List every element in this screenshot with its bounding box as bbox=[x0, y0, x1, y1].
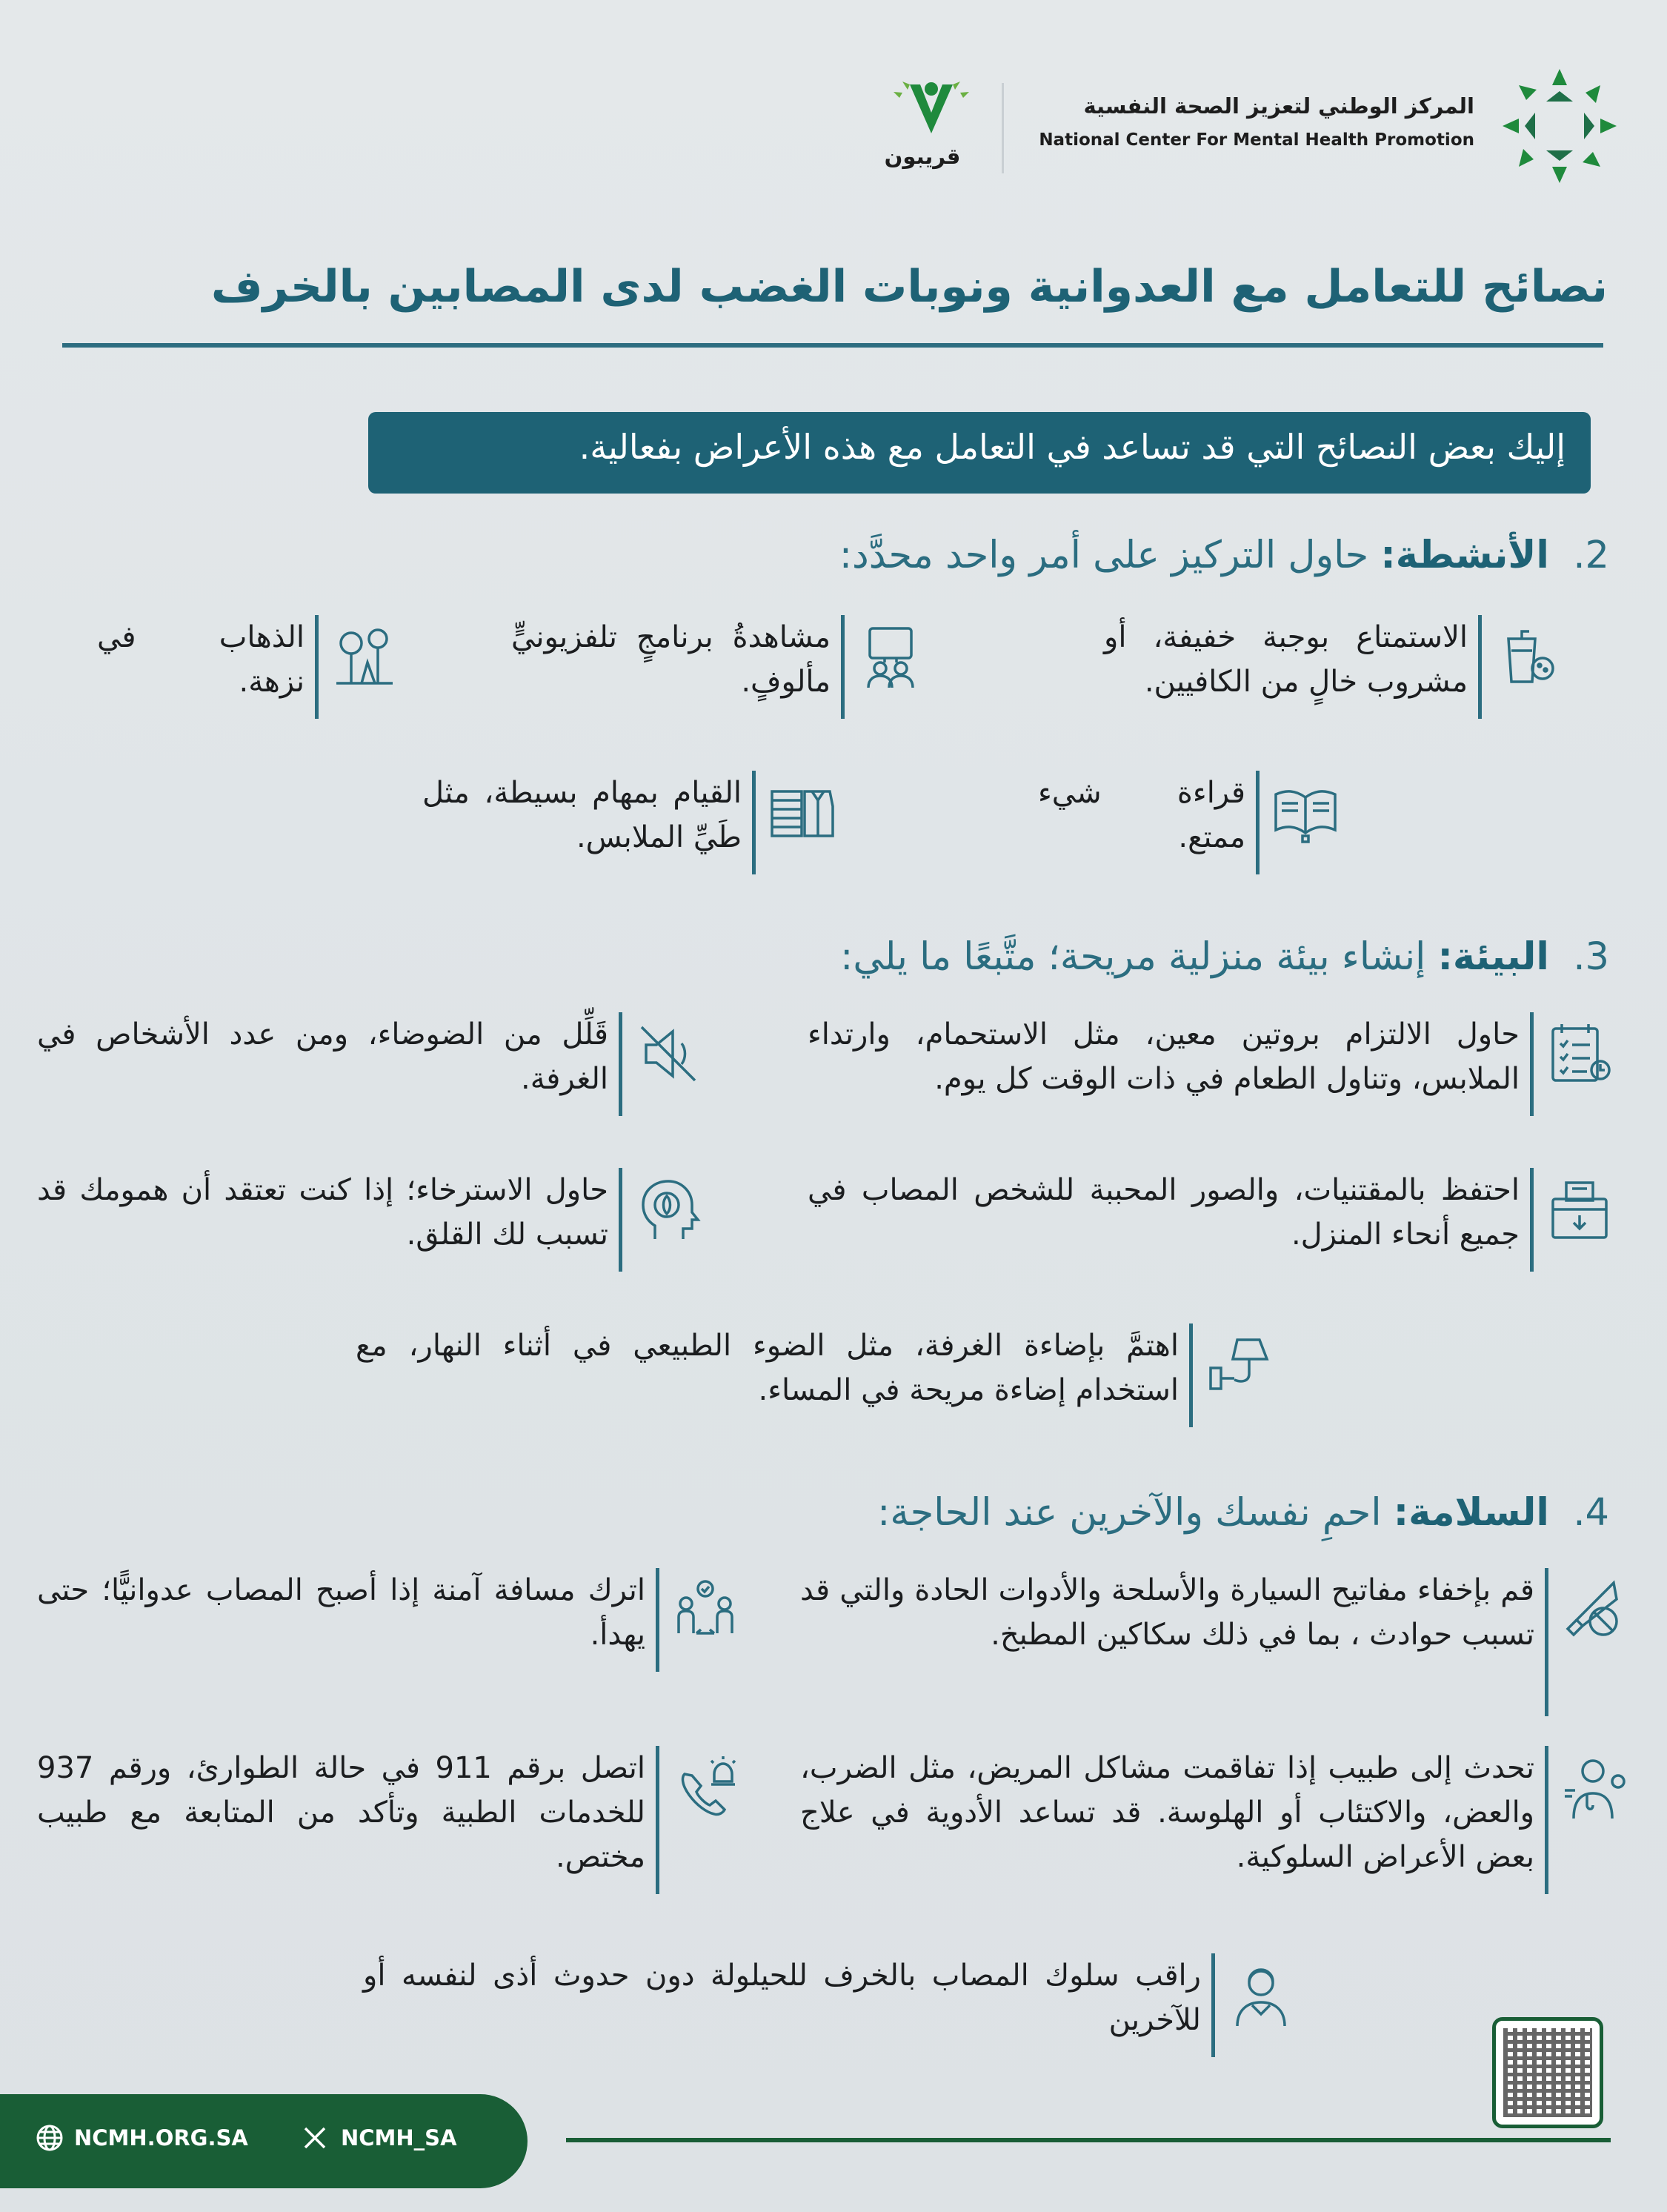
list-item: مشاهدةُ برنامجٍ تلفزيونيٍّ مألوفٍ. bbox=[511, 615, 926, 719]
footer-rule bbox=[566, 2138, 1611, 2142]
doctor-icon bbox=[1559, 1752, 1630, 1823]
list-item: القيام بمهام بسيطة، مثل طَيِّ الملابس. bbox=[422, 771, 837, 874]
list-item: حاول الاسترخاء؛ إذا كنت تعتقد أن همومك قد تسبب لك القلق. bbox=[37, 1168, 704, 1272]
list-item: اهتمَّ بإضاءة الغرفة، مثل الضوء الطبيعي في أثناء النهار، مع استخدام إضاءة مريحة في المساء. bbox=[356, 1323, 1274, 1427]
x-logo-icon bbox=[302, 2125, 327, 2150]
website-link[interactable]: NCMH.ORG.SA bbox=[74, 2125, 248, 2150]
section-number: 2. bbox=[1573, 534, 1609, 577]
page-title: نصائح للتعامل مع العدوانية ونوبات الغضب لدى المصابين بالخرف bbox=[210, 261, 1608, 313]
section-label: الأنشطة: bbox=[1380, 534, 1549, 577]
section-number: 3. bbox=[1573, 935, 1609, 979]
routine-checklist-icon bbox=[1544, 1018, 1615, 1089]
list-item: اترك مسافة آمنة إذا أصبح المصاب عدوانيًّا؛ حتى يهدأ. bbox=[37, 1568, 741, 1672]
list-item: قَلِّل من الضوضاء، ومن عدد الأشخاص في الغرفة. bbox=[37, 1012, 704, 1116]
list-item: راقب سلوك المصاب بالخرف للحيلولة دون حدوث أذى لنفسه أو للآخرين bbox=[363, 1953, 1297, 2057]
org-name-english: National Center For Mental Health Promotion bbox=[1039, 130, 1474, 150]
list-item: الذهاب في نزهة. bbox=[89, 615, 400, 719]
section-heading-safety bbox=[877, 1491, 1609, 1535]
social-handle-link[interactable]: NCMH_SA bbox=[341, 2125, 457, 2150]
intro-banner: إليك بعض النصائح التي قد تساعد في التعامل مع هذه الأعراض بفعالية. bbox=[368, 412, 1591, 494]
list-item: قراءة شيء ممتع. bbox=[926, 771, 1341, 874]
section-heading-text: احمِ نفسك والآخرين عند الحاجة: bbox=[877, 1491, 1382, 1535]
globe-icon bbox=[36, 2124, 64, 2152]
section-label: السلامة: bbox=[1393, 1491, 1549, 1535]
title-underline bbox=[62, 343, 1603, 348]
qr-code[interactable] bbox=[1492, 2017, 1603, 2128]
folded-clothes-icon bbox=[766, 777, 837, 848]
emergency-call-icon bbox=[670, 1752, 741, 1823]
section-heading-environment bbox=[840, 935, 1609, 979]
reading-book-icon bbox=[1270, 777, 1341, 848]
person-watch-icon bbox=[1225, 1959, 1297, 2030]
ncmh-logo-icon bbox=[1497, 63, 1623, 189]
qariboon-logo-icon bbox=[888, 74, 975, 138]
relax-mind-icon bbox=[633, 1174, 704, 1245]
org-name-arabic: المركز الوطني لتعزيز الصحة النفسية bbox=[1083, 93, 1474, 119]
list-item: احتفظ بالمقتنيات، والصور المحببة للشخص المصاب في جميع أنحاء المنزل. bbox=[808, 1168, 1615, 1272]
partner-name: قريبون bbox=[884, 144, 961, 169]
list-item: تحدث إلى طبيب إذا تفاقمت مشاكل المريض، مثل الضرب، والعض، والاكتئاب أو الهلوسة. قد تساعد الأدوية في علاج بعض الأعراض السلوكية. bbox=[800, 1746, 1630, 1894]
list-item: حاول الالتزام بروتين معين، مثل الاستحمام، وارتداء الملابس، وتناول الطعام في ذات الوقت كل يوم. bbox=[808, 1012, 1615, 1116]
lamp-icon bbox=[1203, 1329, 1274, 1401]
section-heading-text: إنشاء بيئة منزلية مريحة؛ متَّبعًا ما يلي: bbox=[840, 935, 1426, 979]
section-label: البيئة: bbox=[1437, 935, 1549, 979]
section-heading-activities bbox=[839, 534, 1609, 577]
list-item: اتصل برقم 911 في حالة الطوارئ، ورقم 937 للخدمات الطبية وتأكد من المتابعة مع طبيب مختص. bbox=[37, 1746, 741, 1894]
no-knife-icon bbox=[1559, 1574, 1630, 1645]
safe-distance-icon bbox=[670, 1574, 741, 1645]
list-item: قم بإخفاء مفاتيح السيارة والأسلحة والأدوات الحادة والتي قد تسبب حوادث ، بما في ذلك سكاكين المطبخ. bbox=[800, 1568, 1630, 1716]
header-divider bbox=[1002, 83, 1004, 173]
watching-tv-icon bbox=[855, 621, 926, 692]
section-heading-text: حاول التركيز على أمر واحد محدَّد: bbox=[839, 534, 1369, 577]
mute-speaker-icon bbox=[633, 1018, 704, 1089]
keepsake-box-icon bbox=[1544, 1174, 1615, 1245]
list-item: الاستمتاع بوجبة خفيفة، أو مشروب خالٍ من الكافيين. bbox=[1104, 615, 1563, 719]
walk-park-icon bbox=[329, 621, 400, 692]
drink-snack-icon bbox=[1492, 621, 1563, 692]
section-number: 4. bbox=[1573, 1491, 1609, 1535]
